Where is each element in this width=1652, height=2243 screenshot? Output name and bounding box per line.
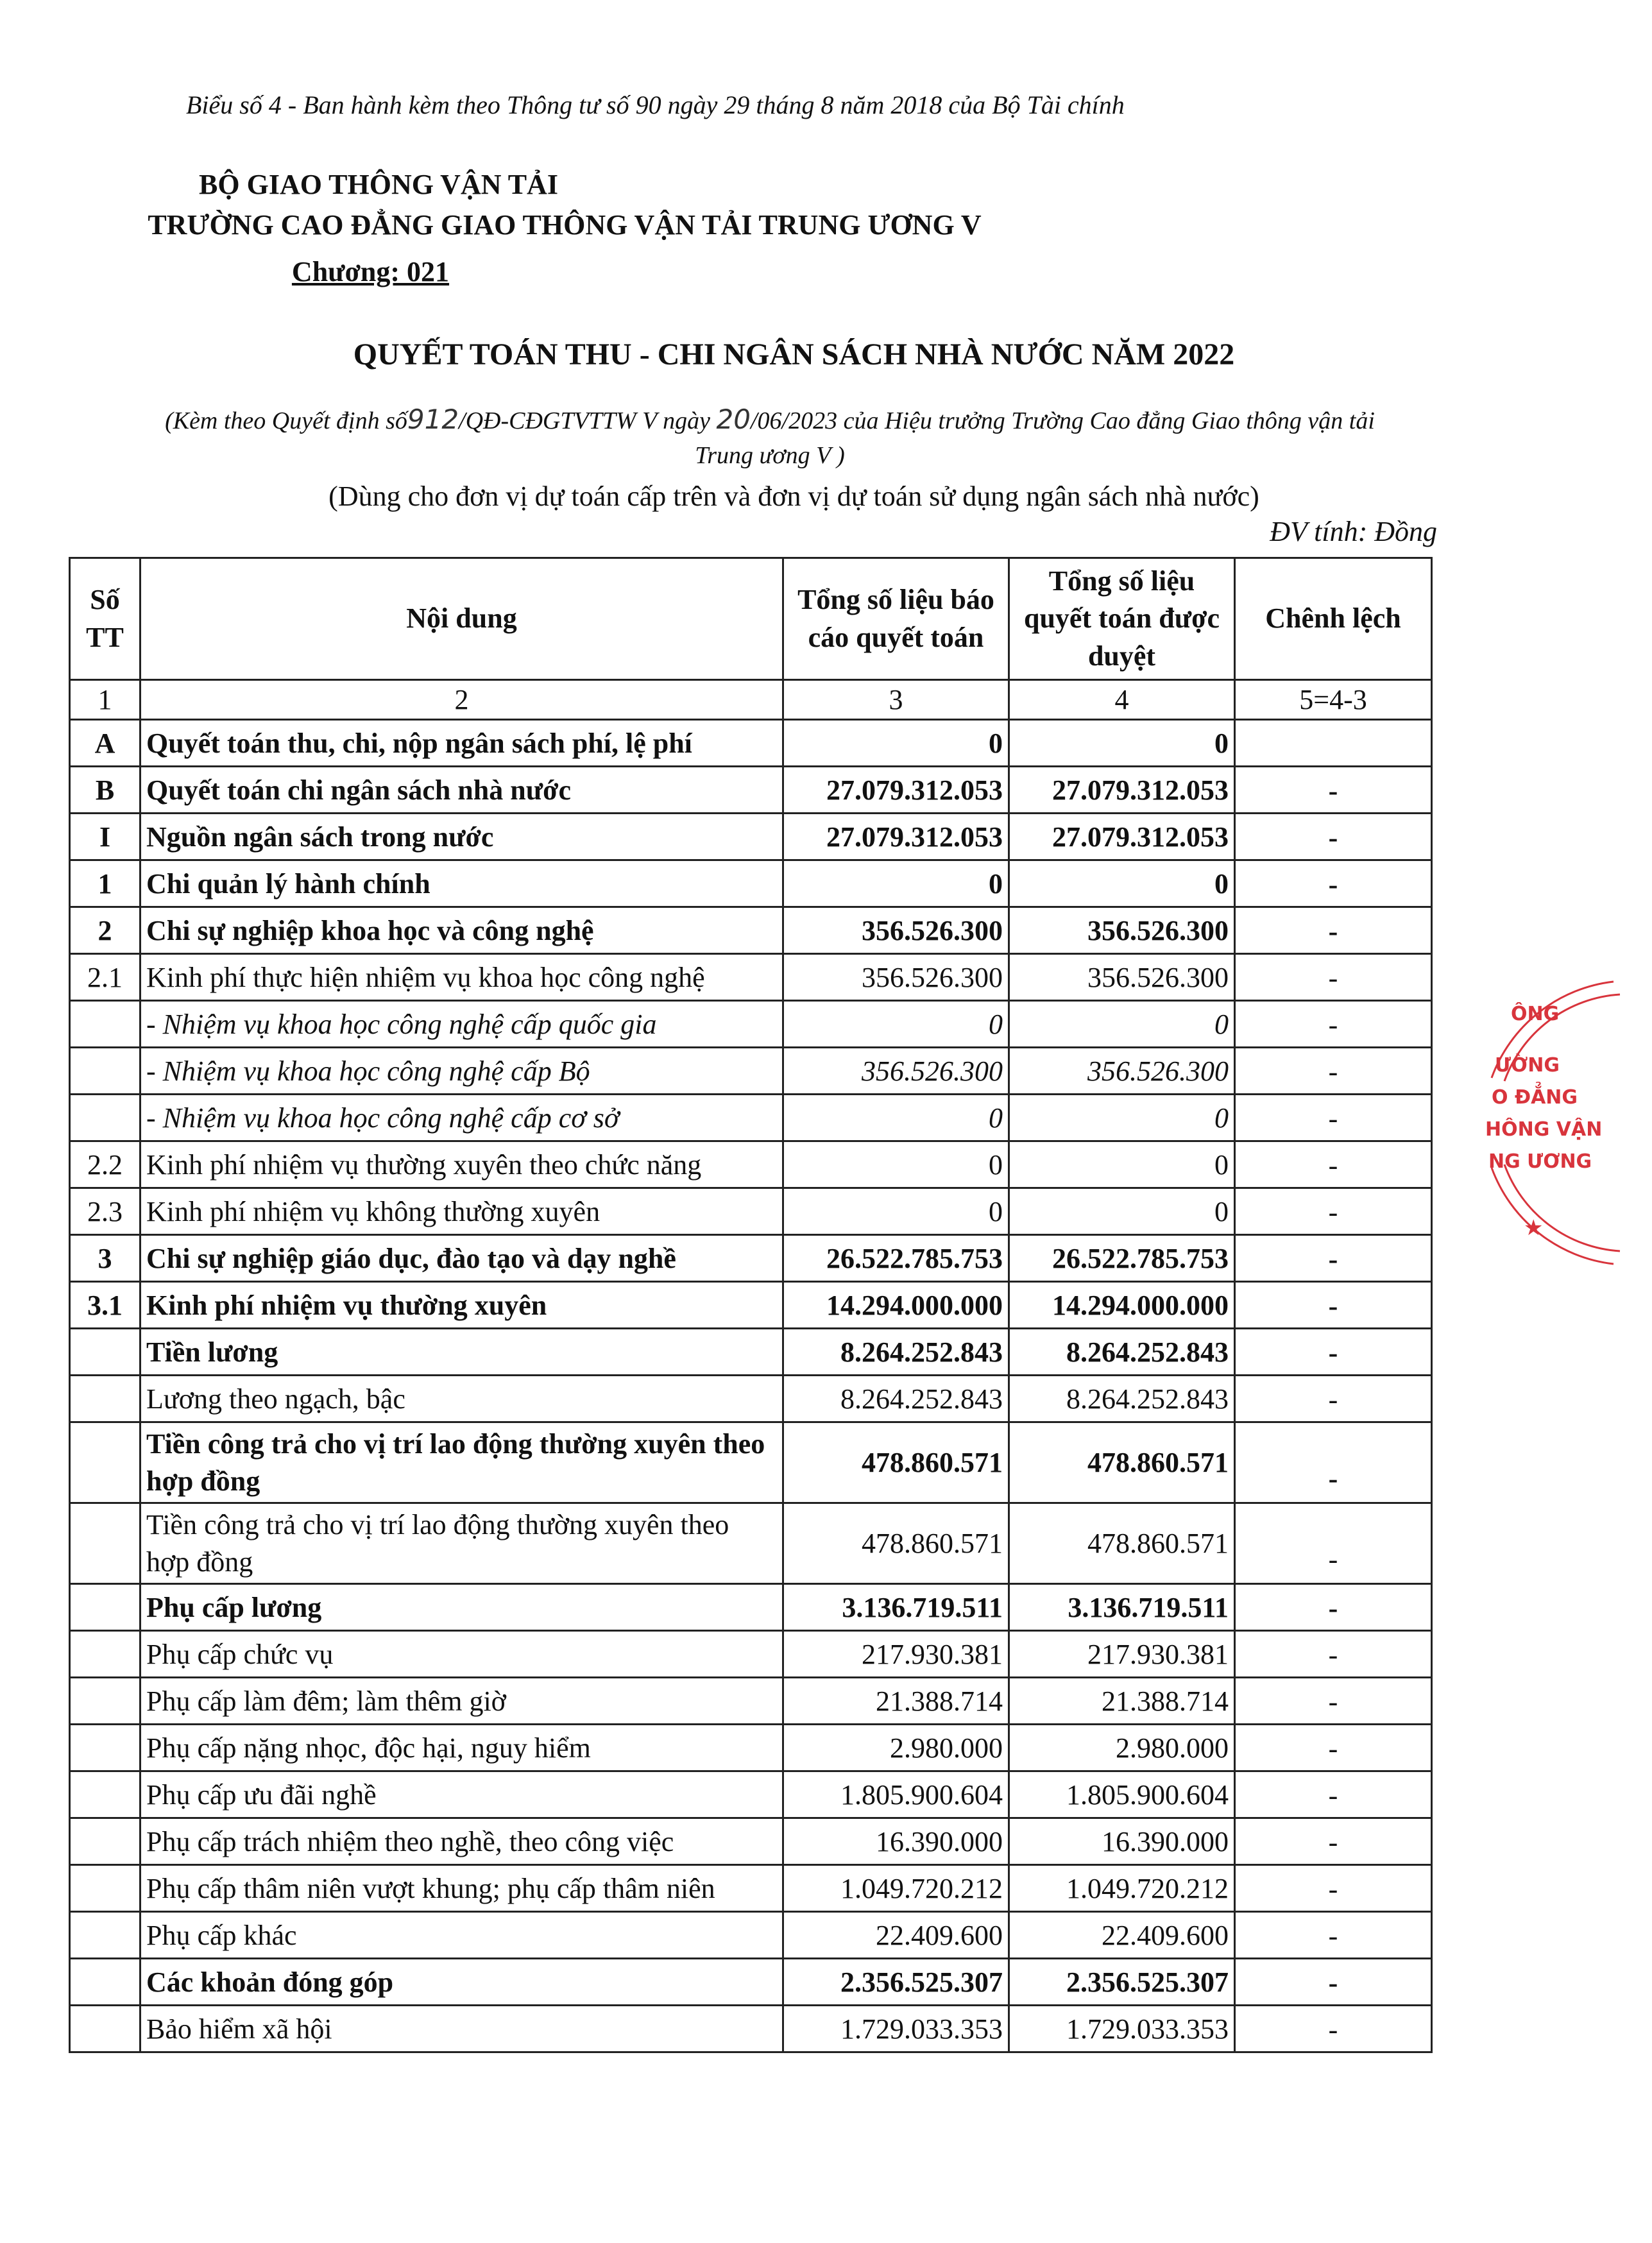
row-no: I bbox=[70, 814, 141, 860]
row-reported: 0 bbox=[783, 860, 1009, 907]
official-seal bbox=[1466, 975, 1652, 1270]
school-name: TRƯỜNG CAO ĐẲNG GIAO THÔNG VẬN TẢI TRUNG ƯƠNG V bbox=[148, 209, 982, 241]
table-row bbox=[70, 767, 1432, 814]
row-diff: - bbox=[1235, 907, 1432, 954]
row-reported: 356.526.300 bbox=[783, 907, 1009, 954]
table-row bbox=[70, 1678, 1432, 1725]
row-reported: 22.409.600 bbox=[783, 1912, 1009, 1959]
row-content: Kinh phí nhiệm vụ thường xuyên theo chức năng bbox=[141, 1141, 783, 1188]
row-diff: - bbox=[1235, 2006, 1432, 2052]
row-reported: 1.805.900.604 bbox=[783, 1771, 1009, 1818]
row-diff: - bbox=[1235, 1771, 1432, 1818]
seal-text-4: HÔNG VẬN bbox=[1485, 1118, 1603, 1141]
row-reported: 217.930.381 bbox=[783, 1631, 1009, 1678]
row-no bbox=[70, 1001, 141, 1048]
row-reported: 27.079.312.053 bbox=[783, 767, 1009, 814]
seal-star: ★ bbox=[1524, 1215, 1544, 1241]
row-content: Tiền lương bbox=[141, 1329, 783, 1376]
row-no bbox=[70, 1818, 141, 1865]
header-diff: Chênh lệch bbox=[1235, 558, 1432, 680]
row-reported: 0 bbox=[783, 1141, 1009, 1188]
row-diff: - bbox=[1235, 1631, 1432, 1678]
row-diff: - bbox=[1235, 1235, 1432, 1282]
table-row bbox=[70, 1048, 1432, 1095]
table-row bbox=[70, 907, 1432, 954]
table-row bbox=[70, 1188, 1432, 1235]
col-num-4: 4 bbox=[1009, 680, 1235, 720]
row-content: Phụ cấp làm đêm; làm thêm giờ bbox=[141, 1678, 783, 1725]
row-diff: - bbox=[1235, 954, 1432, 1001]
row-diff bbox=[1235, 720, 1432, 767]
table-row bbox=[70, 720, 1432, 767]
table-row bbox=[70, 1095, 1432, 1141]
row-content: Tiền công trả cho vị trí lao động thường xuyên theo hợp đồng bbox=[141, 1503, 783, 1584]
row-diff: - bbox=[1235, 1959, 1432, 2006]
usage-note: (Dùng cho đơn vị dự toán cấp trên và đơn vị dự toán sử dụng ngân sách nhà nước) bbox=[328, 481, 1259, 512]
row-content: Phụ cấp lương bbox=[141, 1584, 783, 1631]
table-row bbox=[70, 1422, 1432, 1503]
budget-settlement-table bbox=[69, 557, 1433, 2053]
table-row bbox=[70, 814, 1432, 860]
row-approved: 356.526.300 bbox=[1009, 954, 1235, 1001]
row-reported: 1.049.720.212 bbox=[783, 1865, 1009, 1912]
handwritten-decision-number: 912 bbox=[407, 404, 459, 435]
row-approved: 16.390.000 bbox=[1009, 1818, 1235, 1865]
handwritten-day: 20 bbox=[716, 404, 751, 435]
table-row bbox=[70, 1818, 1432, 1865]
row-diff: - bbox=[1235, 1725, 1432, 1771]
row-approved: 2.356.525.307 bbox=[1009, 1959, 1235, 2006]
row-diff: - bbox=[1235, 1188, 1432, 1235]
row-approved: 1.805.900.604 bbox=[1009, 1771, 1235, 1818]
row-diff: - bbox=[1235, 1678, 1432, 1725]
row-approved: 3.136.719.511 bbox=[1009, 1584, 1235, 1631]
row-no: 3 bbox=[70, 1235, 141, 1282]
row-content: Kinh phí nhiệm vụ thường xuyên bbox=[141, 1282, 783, 1329]
row-content: Quyết toán thu, chi, nộp ngân sách phí, lệ phí bbox=[141, 720, 783, 767]
row-diff: - bbox=[1235, 860, 1432, 907]
form-note: Biểu số 4 - Ban hành kèm theo Thông tư số 90 ngày 29 tháng 8 năm 2018 của Bộ Tài chính bbox=[186, 90, 1125, 119]
row-approved: 478.860.571 bbox=[1009, 1422, 1235, 1503]
row-no bbox=[70, 1678, 141, 1725]
row-no: 3.1 bbox=[70, 1282, 141, 1329]
row-reported: 26.522.785.753 bbox=[783, 1235, 1009, 1282]
row-approved: 0 bbox=[1009, 1095, 1235, 1141]
decision-reference: (Kèm theo Quyết định số912/QĐ-CĐGTVTTW V ngày 20/06/2023 của Hiệu trưởng Trường Cao đẳng Giao thông vận tải Trung ương V ) bbox=[165, 404, 1375, 469]
row-content: Phụ cấp thâm niên vượt khung; phụ cấp thâm niên bbox=[141, 1865, 783, 1912]
row-diff: - bbox=[1235, 1818, 1432, 1865]
chapter-code: Chương: 021 bbox=[291, 256, 450, 287]
row-approved: 2.980.000 bbox=[1009, 1725, 1235, 1771]
table-row bbox=[70, 2006, 1432, 2052]
table-row bbox=[70, 1329, 1432, 1376]
row-no: 2 bbox=[70, 907, 141, 954]
row-reported: 3.136.719.511 bbox=[783, 1584, 1009, 1631]
row-diff: - bbox=[1235, 1095, 1432, 1141]
row-content: Phụ cấp khác bbox=[141, 1912, 783, 1959]
row-content: Chi quản lý hành chính bbox=[141, 860, 783, 907]
table-row bbox=[70, 1141, 1432, 1188]
row-reported: 478.860.571 bbox=[783, 1503, 1009, 1584]
row-no bbox=[70, 2006, 141, 2052]
row-content: Phụ cấp trách nhiệm theo nghề, theo công việc bbox=[141, 1818, 783, 1865]
row-content: Kinh phí nhiệm vụ không thường xuyên bbox=[141, 1188, 783, 1235]
row-approved: 14.294.000.000 bbox=[1009, 1282, 1235, 1329]
row-approved: 217.930.381 bbox=[1009, 1631, 1235, 1678]
row-content: Phụ cấp nặng nhọc, độc hại, nguy hiểm bbox=[141, 1725, 783, 1771]
row-approved: 1.049.720.212 bbox=[1009, 1865, 1235, 1912]
document-title: QUYẾT TOÁN THU - CHI NGÂN SÁCH NHÀ NƯỚC NĂM 2022 bbox=[353, 337, 1235, 371]
row-reported: 27.079.312.053 bbox=[783, 814, 1009, 860]
row-diff: - bbox=[1235, 1329, 1432, 1376]
row-no bbox=[70, 1048, 141, 1095]
row-diff: - bbox=[1235, 1912, 1432, 1959]
row-content: Phụ cấp chức vụ bbox=[141, 1631, 783, 1678]
row-diff: - bbox=[1235, 814, 1432, 860]
table-row bbox=[70, 1771, 1432, 1818]
row-approved: 0 bbox=[1009, 860, 1235, 907]
row-approved: 26.522.785.753 bbox=[1009, 1235, 1235, 1282]
row-content: - Nhiệm vụ khoa học công nghệ cấp cơ sở bbox=[141, 1095, 783, 1141]
row-reported: 21.388.714 bbox=[783, 1678, 1009, 1725]
row-diff: - bbox=[1235, 1584, 1432, 1631]
row-no: B bbox=[70, 767, 141, 814]
seal-text-1: ÔNG bbox=[1511, 1003, 1560, 1025]
row-content: - Nhiệm vụ khoa học công nghệ cấp quốc gia bbox=[141, 1001, 783, 1048]
header-reported: Tổng số liệu báo cáo quyết toán bbox=[783, 558, 1009, 680]
table-row bbox=[70, 1584, 1432, 1631]
row-approved: 0 bbox=[1009, 1141, 1235, 1188]
row-reported: 478.860.571 bbox=[783, 1422, 1009, 1503]
table-row bbox=[70, 1912, 1432, 1959]
row-approved: 27.079.312.053 bbox=[1009, 814, 1235, 860]
row-content: Bảo hiểm xã hội bbox=[141, 2006, 783, 2052]
row-no bbox=[70, 1725, 141, 1771]
row-diff: - bbox=[1235, 1048, 1432, 1095]
table-header-row bbox=[70, 558, 1432, 680]
row-reported: 14.294.000.000 bbox=[783, 1282, 1009, 1329]
table-row bbox=[70, 954, 1432, 1001]
row-diff: - bbox=[1235, 1865, 1432, 1912]
row-reported: 0 bbox=[783, 1188, 1009, 1235]
row-approved: 0 bbox=[1009, 1188, 1235, 1235]
row-no: 2.2 bbox=[70, 1141, 141, 1188]
table-row bbox=[70, 860, 1432, 907]
row-reported: 8.264.252.843 bbox=[783, 1376, 1009, 1422]
row-reported: 0 bbox=[783, 1001, 1009, 1048]
row-approved: 0 bbox=[1009, 720, 1235, 767]
table-row bbox=[70, 1001, 1432, 1048]
row-content: Chi sự nghiệp giáo dục, đào tạo và dạy nghề bbox=[141, 1235, 783, 1282]
row-content: Nguồn ngân sách trong nước bbox=[141, 814, 783, 860]
row-reported: 356.526.300 bbox=[783, 1048, 1009, 1095]
row-reported: 356.526.300 bbox=[783, 954, 1009, 1001]
row-diff: - bbox=[1235, 1376, 1432, 1422]
row-no bbox=[70, 1095, 141, 1141]
seal-text-5: NG ƯƠNG bbox=[1488, 1150, 1592, 1173]
header-content: Nội dung bbox=[141, 558, 783, 680]
row-diff: - bbox=[1235, 1503, 1432, 1584]
row-no bbox=[70, 1422, 141, 1503]
row-no bbox=[70, 1376, 141, 1422]
row-diff: - bbox=[1235, 1001, 1432, 1048]
table-row bbox=[70, 1725, 1432, 1771]
row-content: Tiền công trả cho vị trí lao động thường xuyên theo hợp đồng bbox=[141, 1422, 783, 1503]
row-reported: 0 bbox=[783, 720, 1009, 767]
table-row bbox=[70, 1865, 1432, 1912]
header-approved: Tổng số liệu quyết toán được duyệt bbox=[1009, 558, 1235, 680]
row-approved: 1.729.033.353 bbox=[1009, 2006, 1235, 2052]
col-num-5: 5=4-3 bbox=[1235, 680, 1432, 720]
column-number-row bbox=[70, 680, 1432, 720]
table-row bbox=[70, 1959, 1432, 2006]
table-row bbox=[70, 1631, 1432, 1678]
row-content: Quyết toán chi ngân sách nhà nước bbox=[141, 767, 783, 814]
table-row bbox=[70, 1282, 1432, 1329]
row-approved: 0 bbox=[1009, 1001, 1235, 1048]
row-diff: - bbox=[1235, 1141, 1432, 1188]
row-content: Các khoản đóng góp bbox=[141, 1959, 783, 2006]
seal-text-2: ƯỜNG bbox=[1495, 1054, 1560, 1077]
row-no: 2.1 bbox=[70, 954, 141, 1001]
seal-text-3: O ĐẲNG bbox=[1492, 1086, 1578, 1109]
currency-unit: ĐV tính: Đồng bbox=[1270, 516, 1437, 547]
row-diff: - bbox=[1235, 1422, 1432, 1503]
row-content: Chi sự nghiệp khoa học và công nghệ bbox=[141, 907, 783, 954]
table-row bbox=[70, 1235, 1432, 1282]
ministry-name: BỘ GIAO THÔNG VẬN TẢI bbox=[199, 169, 558, 200]
header-no: Số TT bbox=[70, 558, 141, 680]
row-approved: 478.860.571 bbox=[1009, 1503, 1235, 1584]
row-reported: 16.390.000 bbox=[783, 1818, 1009, 1865]
row-approved: 22.409.600 bbox=[1009, 1912, 1235, 1959]
col-num-3: 3 bbox=[783, 680, 1009, 720]
row-approved: 356.526.300 bbox=[1009, 1048, 1235, 1095]
col-num-2: 2 bbox=[141, 680, 783, 720]
row-no: 1 bbox=[70, 860, 141, 907]
row-reported: 2.980.000 bbox=[783, 1725, 1009, 1771]
table-row bbox=[70, 1503, 1432, 1584]
row-content: Phụ cấp ưu đãi nghề bbox=[141, 1771, 783, 1818]
row-no bbox=[70, 1771, 141, 1818]
row-no bbox=[70, 1959, 141, 2006]
row-no: A bbox=[70, 720, 141, 767]
row-reported: 0 bbox=[783, 1095, 1009, 1141]
row-no bbox=[70, 1865, 141, 1912]
row-no: 2.3 bbox=[70, 1188, 141, 1235]
row-diff: - bbox=[1235, 767, 1432, 814]
col-num-1: 1 bbox=[70, 680, 141, 720]
row-approved: 21.388.714 bbox=[1009, 1678, 1235, 1725]
row-content: - Nhiệm vụ khoa học công nghệ cấp Bộ bbox=[141, 1048, 783, 1095]
row-diff: - bbox=[1235, 1282, 1432, 1329]
row-approved: 356.526.300 bbox=[1009, 907, 1235, 954]
row-no bbox=[70, 1329, 141, 1376]
row-approved: 8.264.252.843 bbox=[1009, 1376, 1235, 1422]
row-content: Kinh phí thực hiện nhiệm vụ khoa học công nghệ bbox=[141, 954, 783, 1001]
row-reported: 8.264.252.843 bbox=[783, 1329, 1009, 1376]
row-approved: 27.079.312.053 bbox=[1009, 767, 1235, 814]
row-no bbox=[70, 1912, 141, 1959]
row-reported: 2.356.525.307 bbox=[783, 1959, 1009, 2006]
row-no bbox=[70, 1584, 141, 1631]
table-row bbox=[70, 1376, 1432, 1422]
row-reported: 1.729.033.353 bbox=[783, 2006, 1009, 2052]
row-content: Lương theo ngạch, bậc bbox=[141, 1376, 783, 1422]
row-approved: 8.264.252.843 bbox=[1009, 1329, 1235, 1376]
row-no bbox=[70, 1631, 141, 1678]
row-no bbox=[70, 1503, 141, 1584]
